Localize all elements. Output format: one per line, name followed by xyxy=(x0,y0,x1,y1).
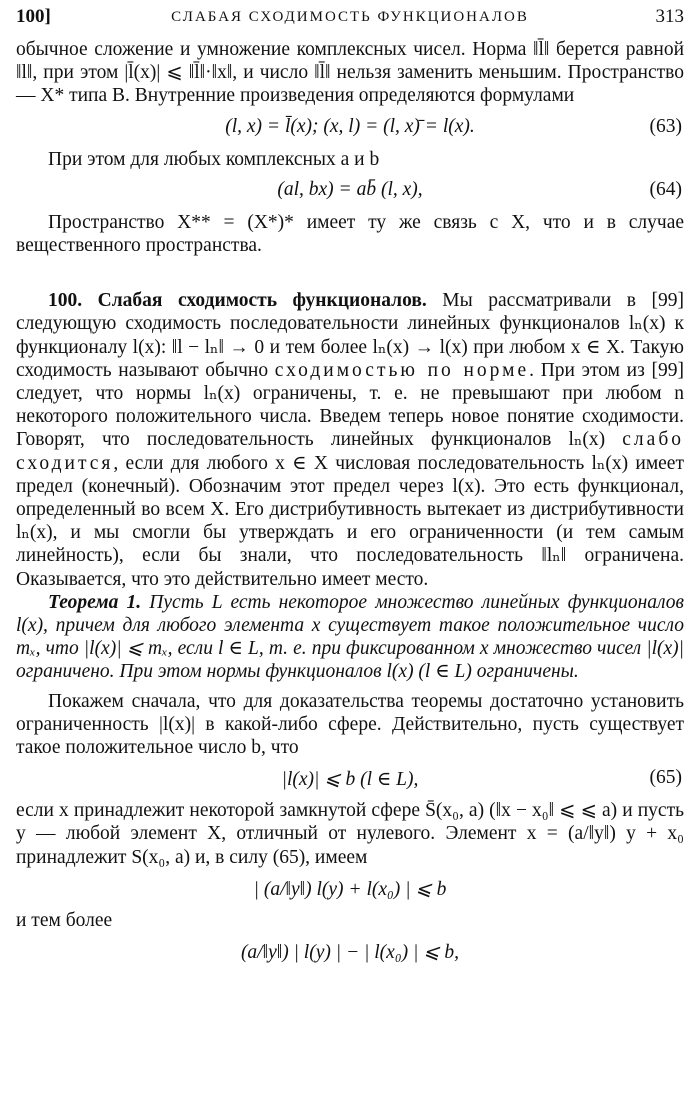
emphasis-term: сходимостью по норме xyxy=(274,359,530,381)
equation-expression: (l, x) = l̄(x); (x, l) = (l, x)̄ = l(x). xyxy=(225,115,475,137)
equation-expression: | (a/‖y‖) l(y) + l(x₀) | ⩽ b xyxy=(253,878,447,900)
paragraph: обычное сложение и умножение комплексных чисел. Норма ‖l̄‖ берется равной ‖l‖, при этом |l̄(x)| ⩽ ‖l̄‖·‖x‖, и число ‖l̄‖ нельзя заменить меньшим. Пространство — X* типа B. Внутренние произведения определяются формулами xyxy=(16,39,684,107)
equation-64 xyxy=(16,171,684,211)
theorem-label: Теорема 1. xyxy=(48,591,142,613)
theorem xyxy=(16,591,684,684)
theorem-text: Пусть L есть некоторое множество линейных функционалов l(x), причем для любого элемента x существует такое положительное число mₓ, что |l(x)| ⩽ mₓ, если l ∈ L, т. е. при фиксированном x множество чисел |l(x)| ограничено. При этом нормы функционалов l(x) (l ∈ L) ограничены. xyxy=(16,591,684,683)
section-heading: 100. Слабая сходимость функционалов. xyxy=(48,290,427,312)
paragraph: При этом для любых комплексных a и b xyxy=(48,148,380,170)
paragraph: Пространство X** = (X*)* имеет ту же связь с X, что и в случае вещественного пространства. xyxy=(16,211,684,257)
equation-number: (63) xyxy=(649,115,682,137)
equation-number: (65) xyxy=(649,767,682,789)
section-paragraph xyxy=(16,289,684,591)
equation-expression: (a/‖y‖) | l(y) | − | l(x₀) | ⩽ b, xyxy=(240,942,460,964)
running-title: СЛАБАЯ СХОДИМОСТЬ ФУНКЦИОНАЛОВ xyxy=(171,9,529,25)
text-span: Мы рассматривали в [99] следующую сходимость последовательности линейных функционалов lₙ(x) к функционалу l(x): ‖l − lₙ‖ → 0 и тем более lₙ(x) → l(x) при любом x ∈ X. Такую сходимость называют обычно xyxy=(16,290,684,381)
equation-expression: |l(x)| ⩽ b (l ∈ L), xyxy=(281,769,419,791)
equation-65 xyxy=(16,759,684,799)
running-header xyxy=(16,6,684,32)
section-number: 100] xyxy=(16,6,51,27)
equation-unnumbered xyxy=(16,869,684,909)
paragraph: Покажем сначала, что для доказательства теоремы достаточно установить ограниченность |l(x)| в какой-либо сфере. Действительно, пусть существует такое положительное число b, что xyxy=(16,690,684,759)
paragraph: если x принадлежит некоторой замкнутой сфере S̄(x₀, a) (‖x − x₀‖ ⩽ ⩽ a) и пусть y — любой элемент X, отличный от нулевого. Элемент x = (a/‖y‖) y + x₀ принадлежит S(x₀, a) и, в силу (65), имеем xyxy=(16,800,684,868)
equation-unnumbered xyxy=(16,932,684,972)
equation-63 xyxy=(16,108,684,148)
equation-number: (64) xyxy=(649,178,682,200)
equation-expression: (al, bx) = ab̄ (l, x), xyxy=(277,178,423,200)
page-number: 313 xyxy=(655,6,684,27)
emphasis-term: слабо сходится xyxy=(16,429,684,474)
text-span: , если для любого x ∈ X числовая последовательность lₙ(x) имеет предел (конечный). Обозначим этот предел через l(x). Это есть функционал, определенный во всем X. Его дистрибутивность вытекает из дистрибутивности lₙ(x), и мы смогли бы утверждать и его ограниченности (и тем самым линейность), если бы знали, что последовательность ‖lₙ‖ ограничена. Оказывается, что это действительно имеет место. xyxy=(16,452,684,590)
book-page xyxy=(16,6,684,972)
paragraph: и тем более xyxy=(16,909,113,931)
text-span: . При этом из [99] следует, что нормы lₙ(x) ограничены, т. е. не превышают при любом n некоторого положительного числа. Введем теперь новое понятие сходимости. Говорят, что последовательность линейных функционалов lₙ(x) xyxy=(16,359,684,451)
